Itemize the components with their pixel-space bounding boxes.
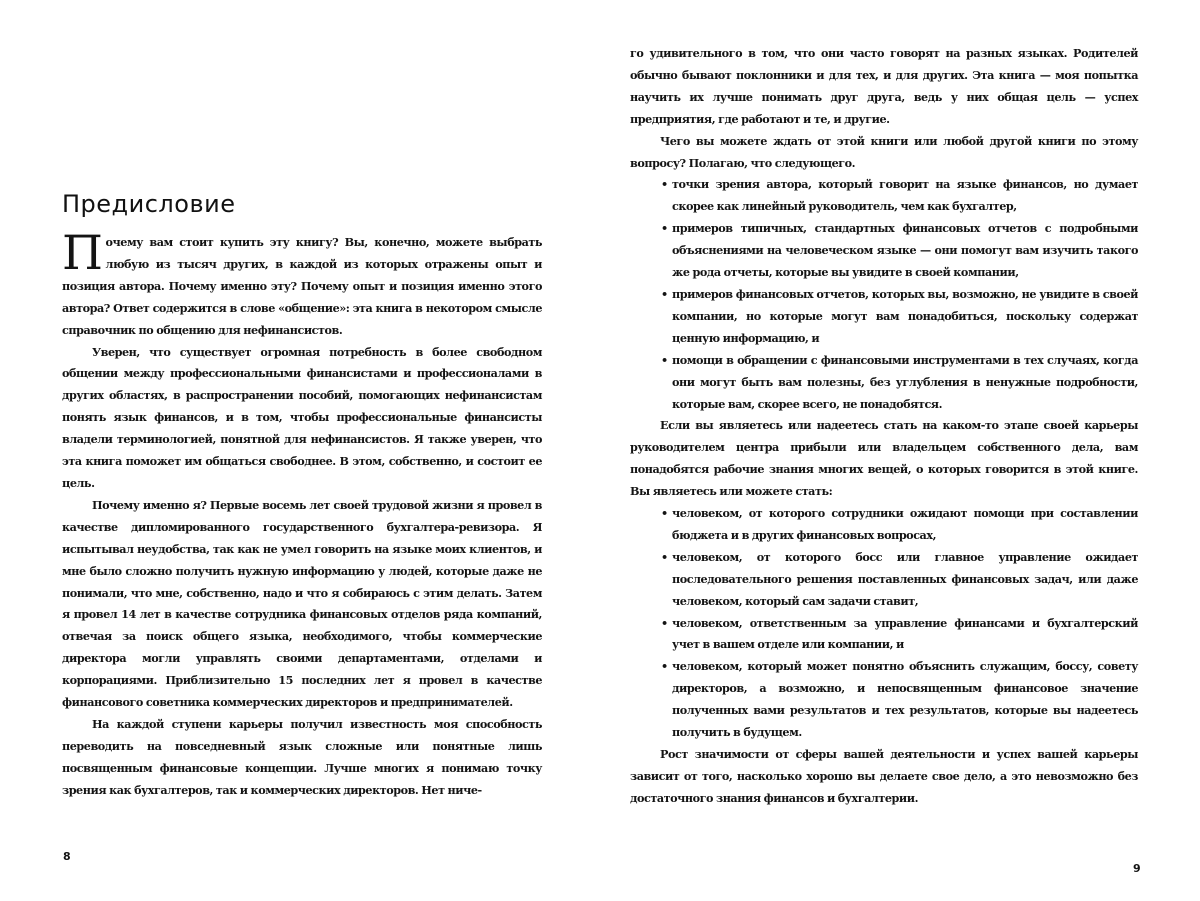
paragraph: Почему вам стоит купить эту книгу? Вы, конечно, можете выбрать любую из тысяч других, в каждой из которых отражены опыт и позиция автора. Почему именно эту? Почему опыт и позиция именно этого автора? Ответ содержится в слове «общение»: эта книга в некотором смысле справочник по общению для нефинансистов. (62, 226, 542, 337)
drop-cap: П (62, 226, 103, 281)
list-item: • примеров финансовых отчетов, которых вы, возможно, не увидите в своей компании, но которые могут вам понадобиться, поскольку содержат ценную информацию, и (672, 284, 1138, 350)
left-body-text (62, 226, 542, 802)
list-item: • человеком, от которого сотрудники ожидают помощи при составлении бюджета и в других финансовых вопросах, (672, 503, 1138, 547)
list-item: • помощи в обращении с финансовыми инструментами в тех случаях, когда они могут быть вам полезны, без углубления в ненужные подробности, которые вам, скорее всего, не понадобятся. (672, 350, 1138, 416)
roles-list (630, 503, 1138, 744)
paragraph: го удивительного в том, что они часто говорят на разных языках. Родителей обычно бывают поклонники и для тех, и для других. Эта книга — моя попытка научить их лучше понимать друг друга, ведь у них общая цель — успех предприятия, где работают и те, и другие. (630, 46, 1138, 126)
right-page (600, 0, 1200, 901)
paragraph: На каждой ступени карьеры получил известность моя способность переводить на повседневный язык сложные или понятные лишь посвященным финансовые концепции. Лучше многих я понимаю точку зрения как бухгалтеров, так и коммерческих директоров. Нет ниче- (62, 716, 542, 797)
page-number-left: 8 (63, 850, 71, 863)
list-item: • человеком, который может понятно объяснить служащим, боссу, совету директоров, а возможно, и непосвященным финансовое значение полученных вами результатов и тех результатов, которые вы надеетесь получить в будущем. (672, 656, 1138, 744)
list-item: • человеком, ответственным за управление финансами и бухгалтерский учет в вашем отделе или компании, и (672, 613, 1138, 657)
list-item: • точки зрения автора, который говорит на языке финансов, но думает скорее как линейный руководитель, чем как бухгалтер, (672, 174, 1138, 218)
paragraph: Чего вы можете ждать от этой книги или любой другой книги по этому вопросу? Полагаю, что следующего. (630, 133, 1138, 170)
expectations-list (630, 174, 1138, 415)
list-item: • человеком, от которого босс или главное управление ожидает последовательного решения поставленных финансовых задач, или даже человеком, который сам задачи ставит, (672, 547, 1138, 613)
page-number-right: 9 (1133, 862, 1141, 875)
paragraph: Почему именно я? Первые восемь лет своей трудовой жизни я провел в качестве дипломированного государственного бухгалтера-ревизора. Я испытывал неудобства, так как не умел говорить на языке моих клиентов, и мне было сложно получить нужную информацию у людей, которые даже не понимали, что мне, собственно, надо и что я собираюсь с этим делать. Затем я провел 14 лет в качестве сотрудника финансовых отделов ряда компаний, отвечая за поиск общего языка, необходимого, чтобы коммерческие директора могли управлять своими департаментами, отделами и корпорациями. Приблизительно 15 последних лет я провел в качестве финансового советника коммерческих директоров и предпринимателей. (62, 497, 542, 710)
paragraph: Если вы являетесь или надеетесь стать на каком-то этапе своей карьеры руководителем центра прибыли или владельцем собственного дела, вам понадобятся рабочие знания многих вещей, о которых говорится в этой книге. Вы являетесь или можете стать: (630, 418, 1138, 499)
paragraph: Рост значимости от сферы вашей деятельности и успех вашей карьеры зависит от того, насколько хорошо вы делаете свое дело, а это невозможно без достаточного знания финансов и бухгалтерии. (630, 747, 1138, 805)
list-item: • примеров типичных, стандартных финансовых отчетов с подробными объяснениями на человеческом языке — они помогут вам изучить такого же рода отчеты, которые вы увидите в своей компании, (672, 218, 1138, 284)
page-title: Предисловие (62, 190, 236, 218)
right-body-text (630, 43, 1138, 810)
paragraph: Уверен, что существует огромная потребность в более свободном общении между профессиональными финансистами и профессионалами в других областях, в распространении пособий, помогающих нефинансистам понять язык финансов, и в том, чтобы профессиональные финансисты владели терминологией, понятной для нефинансистов. Я также уверен, что эта книга поможет им общаться свободнее. В этом, собственно, и состоит ее цель. (62, 344, 542, 490)
